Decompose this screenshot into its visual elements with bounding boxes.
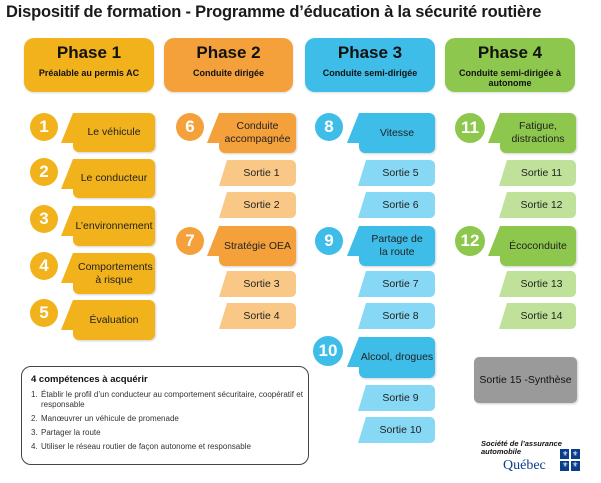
sortie-5: Sortie 5	[366, 160, 435, 186]
module-11-box	[500, 113, 576, 153]
sortie-6: Sortie 6	[366, 192, 435, 218]
competence-item: 3. Partager la route	[31, 428, 101, 437]
module-4-number: 4	[30, 252, 58, 280]
module-2-box	[73, 159, 155, 198]
competences-title: 4 compétences à acquérir	[31, 374, 148, 385]
quebec-flag-icon: ⚜ ⚜ ⚜ ⚜	[562, 451, 579, 469]
module-5-label: Évaluation	[89, 313, 139, 326]
phase-4-name: Phase 4	[477, 43, 543, 62]
competence-item: 2. Manœuvrer un véhicule de promenade	[31, 414, 179, 423]
sortie-7: Sortie 7	[366, 271, 435, 297]
module-9-box	[359, 226, 435, 266]
module-7-number: 7	[176, 227, 204, 255]
sortie-4: Sortie 4	[227, 303, 296, 329]
module-8-number: 8	[315, 113, 343, 141]
module-1-box	[73, 113, 155, 152]
sortie-2: Sortie 2	[227, 192, 296, 218]
sortie-14: Sortie 14	[507, 303, 576, 329]
module-9-label: Partage de la route	[371, 233, 423, 258]
module-7-box	[219, 226, 296, 266]
competences-list	[31, 390, 303, 456]
module-1-number: 1	[30, 113, 58, 141]
module-12-label: Écoconduite	[509, 239, 567, 252]
module-3-number: 3	[30, 205, 58, 233]
module-10-number: 10	[313, 336, 343, 366]
phase-3-header	[305, 38, 435, 92]
competence-item: 1. Établir le profil d’un conducteur au comportement sécuritaire, coopératif et responsable	[31, 390, 303, 409]
phase-2-subtitle: Conduite dirigée	[192, 68, 264, 78]
module-5-box	[73, 300, 155, 340]
module-6-box	[219, 113, 296, 153]
diagram-title: Dispositif de formation - Programme d’éducation à la sécurité routière	[6, 3, 542, 21]
module-4-label: Comportements à risque	[78, 260, 153, 286]
phase-1-header	[24, 38, 154, 92]
module-2-label: Le conducteur	[80, 172, 148, 184]
competence-item: 4. Utiliser le réseau routier de façon autonome et responsable	[31, 442, 251, 451]
competences-box	[21, 366, 309, 465]
sortie-10: Sortie 10	[366, 417, 435, 443]
phase-4-subtitle: Conduite semi-dirigée à autonome	[458, 68, 562, 88]
phase-1-subtitle: Préalable au permis AC	[38, 68, 140, 78]
quebec-wordmark: Québec	[503, 458, 546, 473]
module-1-label: Le véhicule	[87, 126, 141, 138]
module-9-number: 9	[315, 227, 343, 255]
phase-2-name: Phase 2	[196, 43, 261, 62]
phase-3-subtitle: Conduite semi-dirigée	[322, 68, 418, 78]
sortie-1: Sortie 1	[227, 160, 296, 186]
sortie-3: Sortie 3	[227, 271, 296, 297]
phase-3-name: Phase 3	[337, 43, 403, 62]
phase-1-name: Phase 1	[56, 43, 122, 62]
sortie-15-synthese: Sortie 15 -Synthèse	[474, 357, 577, 403]
module-6-label: Conduite accompagnée	[224, 120, 291, 145]
module-5-number: 5	[30, 299, 58, 327]
module-8-label: Vitesse	[379, 126, 415, 139]
sortie-12: Sortie 12	[507, 192, 576, 218]
module-4-box	[73, 253, 155, 294]
phase-4-header	[445, 38, 575, 92]
sortie-11: Sortie 11	[507, 160, 576, 186]
module-6-number: 6	[176, 113, 204, 141]
sortie-9: Sortie 9	[366, 385, 435, 411]
logo-line-2: automobile	[481, 447, 522, 456]
module-10-box	[359, 337, 435, 378]
module-8-box	[359, 113, 435, 153]
module-12-number: 12	[455, 226, 485, 256]
module-10-label: Alcool, drogues	[360, 351, 434, 363]
module-11-label: Fatigue, distractions	[511, 120, 565, 145]
module-3-box	[73, 206, 155, 246]
sortie-8: Sortie 8	[366, 303, 435, 329]
module-3-label: L’environnement	[75, 219, 153, 232]
logo-line-1: Société de l’assurance	[481, 439, 562, 448]
module-11-number: 11	[455, 113, 485, 143]
module-7-label: Stratégie OEA	[223, 239, 292, 252]
sortie-13: Sortie 13	[507, 271, 576, 297]
module-12-box	[500, 226, 576, 266]
module-2-number: 2	[30, 158, 58, 186]
phase-2-header	[164, 38, 293, 92]
